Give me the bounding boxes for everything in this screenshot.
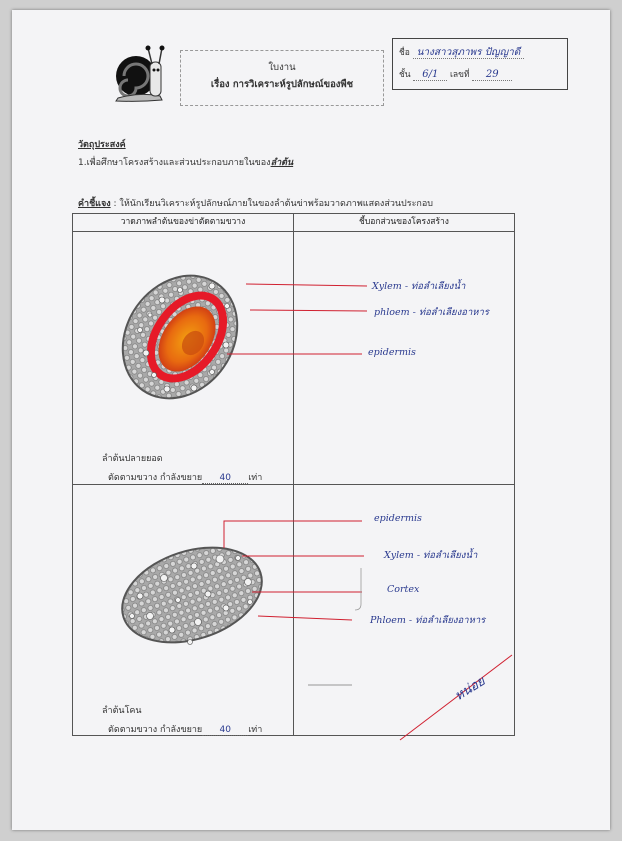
label-xylem: Xylem - ท่อลำเลียงน้ำ xyxy=(384,550,478,561)
label-cortex: Cortex xyxy=(387,584,420,595)
stem-apex-cross-section xyxy=(99,253,260,420)
label-phloem: phloem - ท่อลำเลียงอาหาร xyxy=(374,307,489,318)
student-number: 29 xyxy=(472,69,512,81)
label-phloem: Phloem - ท่อลำเลียงอาหาร xyxy=(370,615,486,626)
panel-magnification xyxy=(108,722,262,736)
objective-body: 1.เพื่อศึกษาโครงสร้างและส่วนประกอบภายในของ xyxy=(78,158,271,168)
sheet-label: ใบงาน xyxy=(268,62,296,73)
stem-base-cross-section xyxy=(110,531,274,659)
class-label: ชั้น xyxy=(399,70,411,80)
student-class: 6/1 xyxy=(413,69,447,81)
teacher-signature: หน่อย xyxy=(452,673,488,705)
label-epidermis: epidermis xyxy=(368,347,416,358)
page-title: เรื่อง การวิเคราะห์รูปลักษณ์ของพืช xyxy=(210,79,354,90)
cut-label: ตัดตามขวาง กำลังขยาย xyxy=(108,725,203,735)
magnification-unit: เท่า xyxy=(248,473,263,483)
label-xylem: Xylem - ท่อลำเลียงน้ำ xyxy=(372,281,466,292)
label-epidermis: epidermis xyxy=(374,513,422,524)
bracket-mark xyxy=(355,568,361,610)
magnification-value: 40 xyxy=(202,725,248,736)
worksheet-page xyxy=(12,10,610,830)
column-header-labels: ชี้บอกส่วนของโครงสร้าง xyxy=(294,214,515,232)
student-name: นางสาวสุภาพร ปัญญาดี xyxy=(413,47,525,59)
column-header-drawing: วาดภาพลำต้นของข่าตัดตามขวาง xyxy=(73,214,294,232)
instruction-heading: คำชี้แจง xyxy=(78,199,111,209)
magnification-unit: เท่า xyxy=(248,725,263,735)
panel-caption: ลำต้นโคน xyxy=(102,706,142,716)
instruction-text: : ให้นักเรียนวิเคราะห์รูปลักษณ์ภายในของลำต้นข่าพร้อมวาดภาพแสดงส่วนประกอบ xyxy=(113,199,433,209)
objective-emphasis: ลำต้น xyxy=(270,158,294,168)
magnification-value: 40 xyxy=(202,473,248,484)
cut-label: ตัดตามขวาง กำลังขยาย xyxy=(108,473,203,483)
name-label: ชื่อ xyxy=(399,48,410,58)
panel-magnification xyxy=(108,470,262,484)
panel-caption: ลำต้นปลายยอด xyxy=(102,454,163,464)
number-label: เลขที่ xyxy=(450,70,470,80)
objective-heading: วัตถุประสงค์ xyxy=(78,140,126,150)
